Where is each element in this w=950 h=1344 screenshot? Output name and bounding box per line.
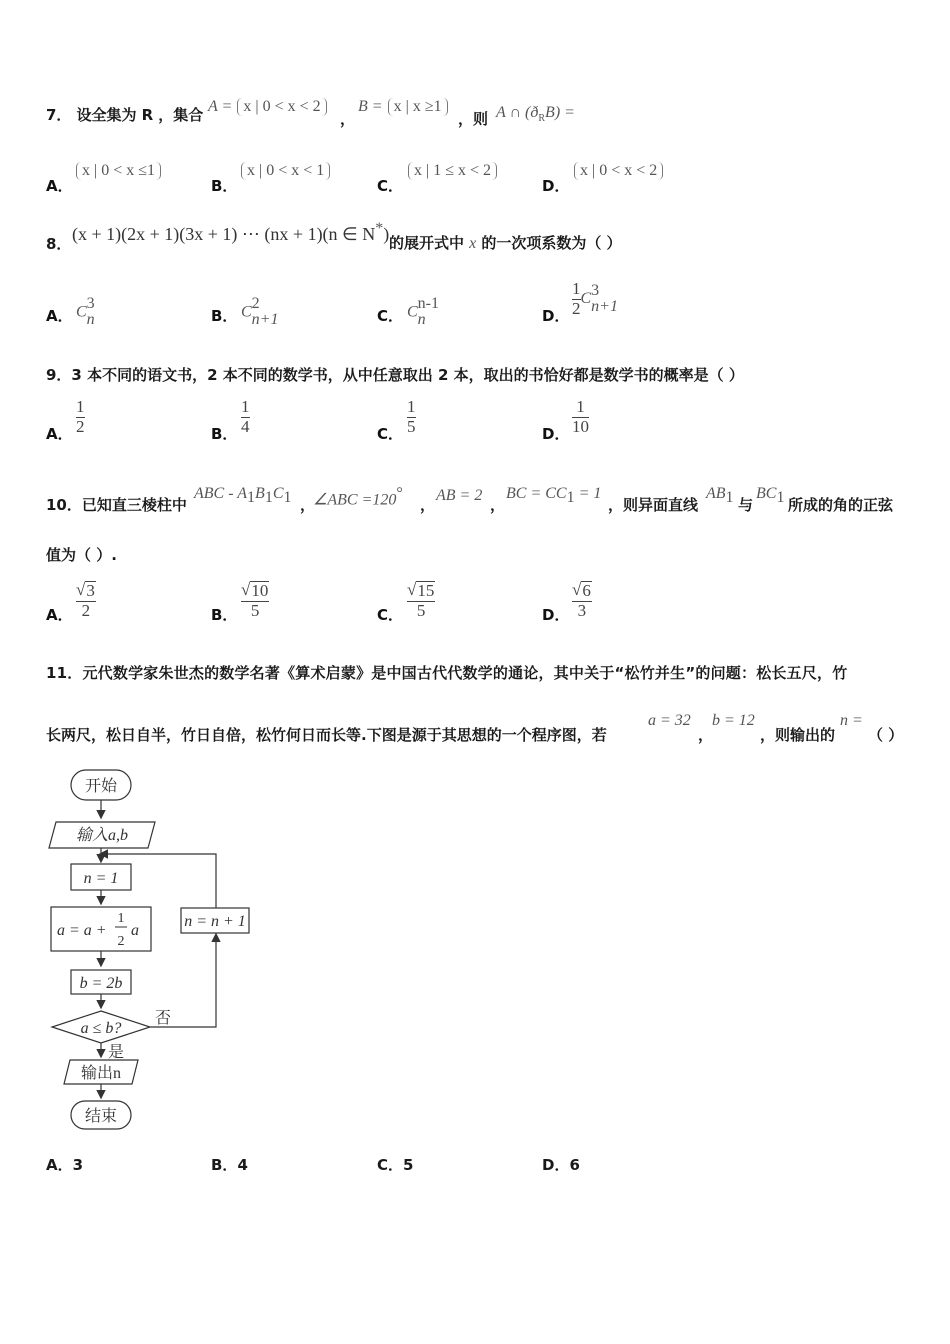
q8-option-c-label: C． — [377, 307, 404, 325]
flow-a-num: 1 — [117, 911, 125, 926]
q11-stem-line1: 11．元代数学家朱世杰的数学名著《算术启蒙》是中国古代代数学的通论，其中关于“松竹并生”的问题：松长五尺，竹 — [46, 664, 848, 682]
q10-bc1: $BC_1$ — [756, 485, 785, 507]
q8-expression: (x + 1)(2x + 1)(3x + 1) ⋯ (nx + 1)(n ∈ N*) — [72, 220, 390, 244]
q11-a-value: a = 32 — [648, 712, 691, 729]
q7-set-b: B = x | x ≥1 — [358, 96, 448, 116]
q10-option-c-label: C． — [377, 606, 404, 624]
flow-n-inc-text: n = n + 1 — [184, 913, 246, 930]
q8-option-b-label: B． — [211, 307, 238, 325]
q11-option-c[interactable]: C．5 — [377, 1156, 414, 1174]
q10-option-d-label: D． — [542, 606, 570, 624]
q11-stem-line2: 长两尺，松日自半，竹日自倍，松竹何日而长等.下图是源于其思想的一个程序图，若 — [46, 726, 607, 744]
q10-stem-start: 10．已知直三棱柱中 — [46, 496, 187, 514]
q10-option-a[interactable]: √ 3 2 — [76, 580, 95, 620]
q7-option-d-label: D． — [542, 177, 570, 195]
flow-decision-text: a ≤ b? — [80, 1020, 122, 1037]
flow-a-lhs: a = a + — [57, 922, 107, 939]
q8-option-c[interactable]: C n-1 n — [407, 295, 439, 328]
flow-start-text: 开始 — [84, 776, 118, 795]
q9-option-b[interactable]: $\frac{1}{4}$ — [241, 397, 250, 436]
flow-b-update-text: b = 2b — [79, 975, 123, 992]
q10-option-a-label: A． — [46, 606, 73, 624]
q11-option-a[interactable]: A．3 — [46, 1156, 84, 1174]
q10-option-c[interactable]: √ 15 5 — [407, 580, 435, 620]
q10-bc: BC = $CC_1 = 1$ — [506, 485, 602, 507]
q10-option-d[interactable]: √ 6 3 — [572, 580, 591, 620]
q9-option-d[interactable]: $\frac{1}{10}$ — [572, 397, 589, 436]
q8-option-a[interactable]: C 3 n — [76, 295, 95, 328]
flow-yes-label: 是 — [108, 1042, 125, 1061]
q7-stem: 7． 设全集为 R ，集合 — [46, 106, 204, 124]
q7-option-a-label: A． — [46, 177, 73, 195]
flow-no-label: 否 — [155, 1008, 172, 1027]
flow-a-rhs: a — [131, 922, 139, 939]
q8-option-b[interactable]: C 2 n+1 — [241, 295, 279, 328]
q7-option-c-label: C． — [377, 177, 404, 195]
q10-ab1: $AB_1$ — [706, 485, 734, 507]
q8-number: 8． — [46, 235, 72, 253]
q11-option-d[interactable]: D．6 — [542, 1156, 580, 1174]
q11-option-b[interactable]: B．4 — [211, 1156, 248, 1174]
q10-prism: ABC - $A_1B_1C_1$ — [194, 485, 292, 507]
flow-output-text: 输出n — [80, 1065, 122, 1082]
q7-option-b[interactable]: x | 0 < x < 1 — [241, 160, 330, 180]
q10-ab: AB = 2 — [436, 487, 483, 504]
q9-stem: 9．3 本不同的语文书，2 本不同的数学书，从中任意取出 2 本，取出的书恰好都是数学书的概率是（ ） — [46, 366, 744, 384]
q10-option-b-label: B． — [211, 606, 238, 624]
q8-stem-text: 的展开式中 x 的一次项系数为（ ） — [389, 234, 622, 252]
q11-b-value: b = 12 — [712, 712, 755, 729]
q7-option-a[interactable]: x | 0 < x ≤1 — [76, 160, 161, 180]
q7-result-expr: A ∩ $(ð_RB)$ = — [496, 104, 575, 125]
q10-angle: ∠ABC =120° — [313, 485, 403, 509]
q7-set-a: A = x | 0 < x < 2 — [208, 96, 327, 116]
q9-option-c[interactable]: $\frac{1}{5}$ — [407, 397, 416, 436]
q7-number: 7． — [46, 106, 72, 124]
q7-option-c[interactable]: x | 1 ≤ x < 2 — [408, 160, 497, 180]
q8-option-d[interactable]: $\frac{1}{2}$ C 3 n+1 — [572, 279, 618, 318]
q8-option-d-label: D． — [542, 307, 570, 325]
q8-option-a-label: A． — [46, 307, 73, 325]
q7-option-d[interactable]: x | 0 < x < 2 — [574, 160, 663, 180]
q9-option-d-label: D． — [542, 425, 570, 443]
q9-option-a-label: A． — [46, 425, 73, 443]
q9-option-a[interactable]: $\frac{1}{2}$ — [76, 397, 85, 436]
q9-option-c-label: C． — [377, 425, 404, 443]
q10-option-b[interactable]: √ 10 5 — [241, 580, 269, 620]
q10-stem-line2: 值为（ ）. — [46, 546, 117, 564]
q9-option-b-label: B． — [211, 425, 238, 443]
q11-flowchart — [40, 765, 270, 1135]
q11-n-eq: n = — [840, 712, 863, 729]
flow-n-init-text: n = 1 — [83, 870, 119, 887]
flow-end-text: 结束 — [84, 1106, 118, 1125]
flow-a-den: 2 — [117, 934, 125, 949]
flow-input-text: 输入a,b — [75, 827, 129, 844]
q7-option-b-label: B． — [211, 177, 238, 195]
